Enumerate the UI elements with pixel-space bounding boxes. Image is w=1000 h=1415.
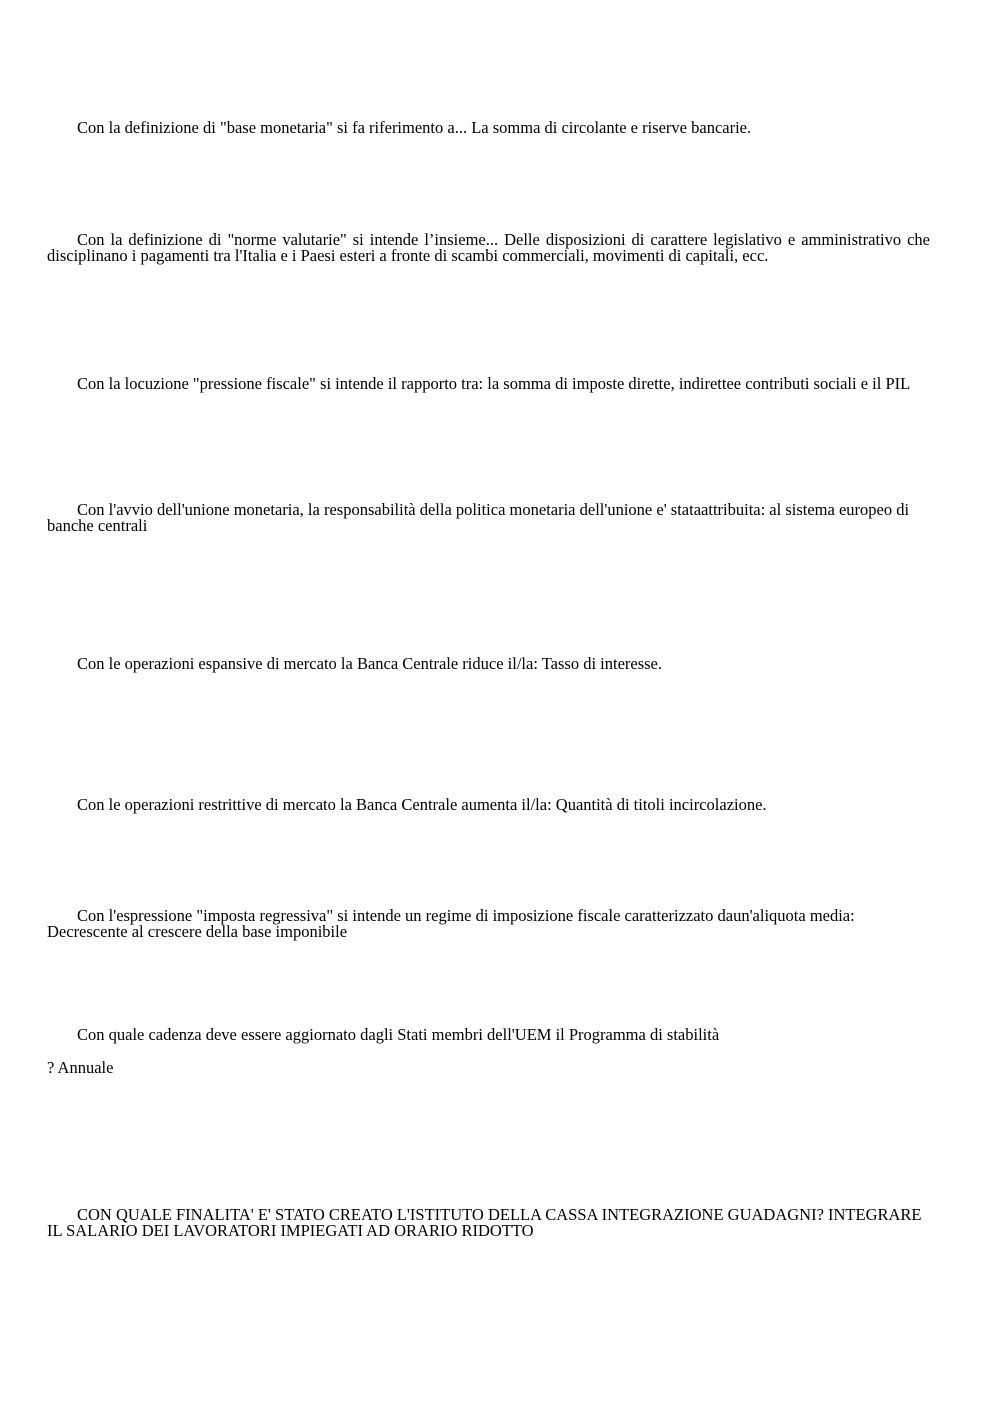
answer-annuale: ? Annuale — [47, 1058, 114, 1077]
paragraph-base-monetaria: Con la definizione di "base monetaria" si fa riferimento a... La somma di circolante e riserve bancarie. — [77, 118, 752, 137]
paragraph-imposta-regressiva: Con l'espressione "imposta regressiva" si intende un regime di imposizione fiscale caratterizzato daun'aliquota media: Decrescente al crescere della base imponibile — [47, 906, 855, 941]
paragraph-operazioni-restrittive: Con le operazioni restrittive di mercato la Banca Centrale aumenta il/la: Quantità di titoli incircolazione. — [77, 795, 767, 814]
paragraph-cassa-integrazione: CON QUALE FINALITA' E' STATO CREATO L'ISTITUTO DELLA CASSA INTEGRAZIONE GUADAGNI? INTEGRARE IL SALARIO DEI LAVORATORI IMPIEGATI AD ORARIO RIDOTTO — [47, 1205, 922, 1240]
paragraph-norme-valutarie: Con la definizione di "norme valutarie" si intende l’insieme... Delle disposizioni di carattere legislativo e amministrativo che disciplinano i pagamenti tra l'Italia e i Paesi esteri a fronte di scambi commerciali, movimenti di capitali, ecc. — [47, 230, 930, 265]
paragraph-unione-monetaria: Con l'avvio dell'unione monetaria, la responsabilità della politica monetaria dell'unione e' stataattribuita: al sistema europeo di banche centrali — [47, 500, 910, 535]
paragraph-operazioni-espansive: Con le operazioni espansive di mercato la Banca Centrale riduce il/la: Tasso di interesse. — [77, 654, 663, 673]
paragraph-pressione-fiscale: Con la locuzione "pressione fiscale" si intende il rapporto tra: la somma di imposte dirette, indirettee contributi sociali e il PIL — [77, 374, 911, 393]
paragraph-programma-stabilita: Con quale cadenza deve essere aggiornato dagli Stati membri dell'UEM il Programma di stabilità — [77, 1025, 720, 1044]
